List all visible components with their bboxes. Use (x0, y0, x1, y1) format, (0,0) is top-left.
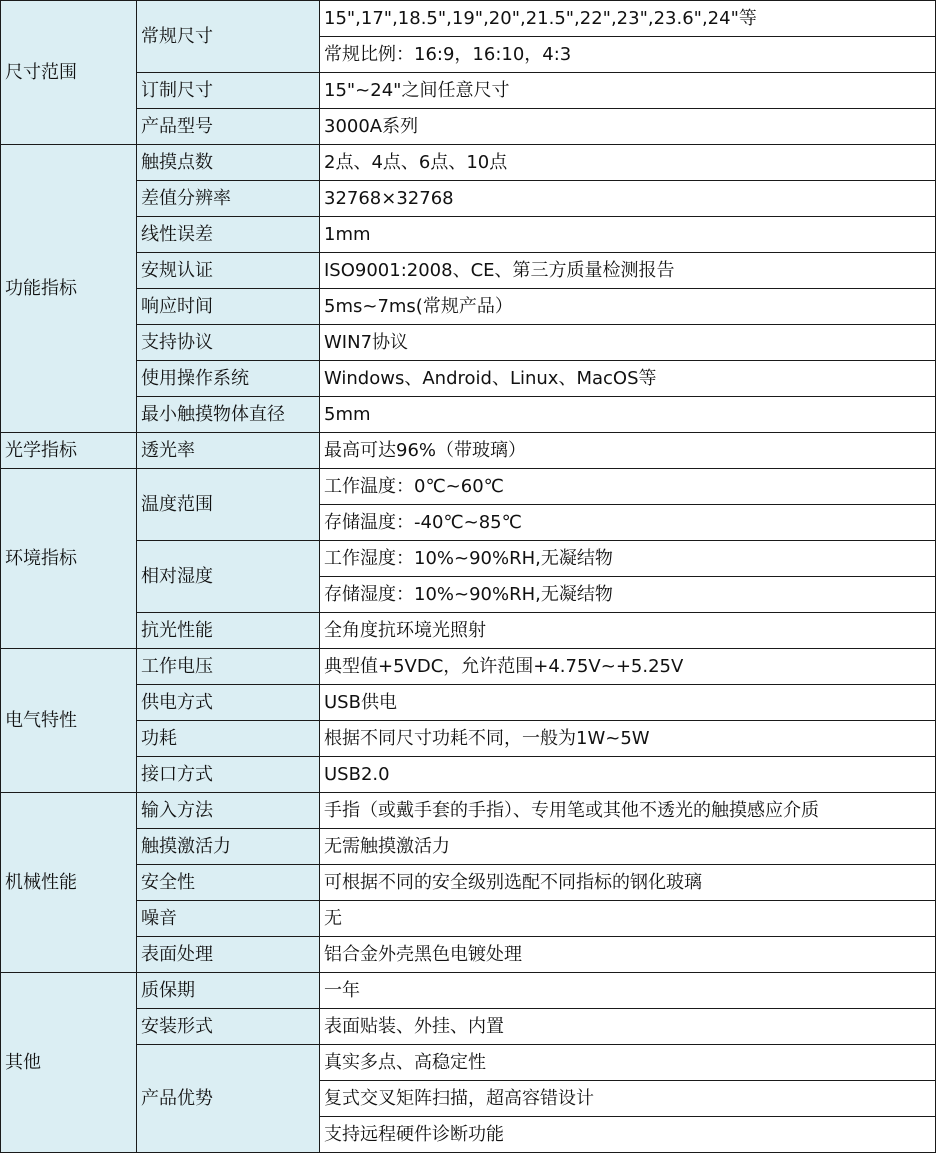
item-name-cell: 订制尺寸 (137, 73, 320, 109)
item-name-cell: 功耗 (137, 721, 320, 757)
spec-row (1, 109, 936, 145)
item-value-cell: ISO9001:2008、CE、第三方质量检测报告 (320, 253, 936, 289)
item-value-cell: Windows、Android、Linux、MacOS等 (320, 361, 936, 397)
item-name-cell: 响应时间 (137, 289, 320, 325)
spec-row (1, 397, 936, 433)
item-value-cell: 15"~24"之间任意尺寸 (320, 73, 936, 109)
item-value-cell: 全角度抗环境光照射 (320, 613, 936, 649)
spec-row (1, 325, 936, 361)
item-name-cell: 输入方法 (137, 793, 320, 829)
item-name-cell: 相对湿度 (137, 541, 320, 613)
spec-row (1, 973, 936, 1009)
item-value-cell: 典型值+5VDC，允许范围+4.75V~+5.25V (320, 649, 936, 685)
item-name-cell: 支持协议 (137, 325, 320, 361)
item-name-cell: 产品型号 (137, 109, 320, 145)
item-value-cell: 存储湿度：10%~90%RH,无凝结物 (320, 577, 936, 613)
item-name-cell: 使用操作系统 (137, 361, 320, 397)
item-name-cell: 安装形式 (137, 1009, 320, 1045)
item-value-cell: 5mm (320, 397, 936, 433)
item-value-cell: 存储温度：-40℃~85℃ (320, 505, 936, 541)
item-name-cell: 温度范围 (137, 469, 320, 541)
item-name-cell: 抗光性能 (137, 613, 320, 649)
item-name-cell: 噪音 (137, 901, 320, 937)
spec-row (1, 829, 936, 865)
item-value-cell: 常规比例：16:9，16:10，4:3 (320, 37, 936, 73)
item-value-cell: WIN7协议 (320, 325, 936, 361)
spec-row (1, 901, 936, 937)
spec-row (1, 217, 936, 253)
item-value-cell: 无 (320, 901, 936, 937)
spec-row (1, 73, 936, 109)
item-value-cell: 支持远程硬件诊断功能 (320, 1117, 936, 1153)
spec-row (1, 541, 936, 577)
item-value-cell: 工作湿度：10%~90%RH,无凝结物 (320, 541, 936, 577)
spec-row (1, 937, 936, 973)
item-value-cell: 15",17",18.5",19",20",21.5",22",23",23.6",24"等 (320, 1, 936, 37)
item-name-cell: 触摸点数 (137, 145, 320, 181)
item-name-cell: 产品优势 (137, 1045, 320, 1153)
item-name-cell: 触摸激活力 (137, 829, 320, 865)
spec-row (1, 289, 936, 325)
category-cell: 环境指标 (1, 469, 137, 649)
item-value-cell: 3000A系列 (320, 109, 936, 145)
spec-table-body (1, 1, 936, 1153)
item-value-cell: USB2.0 (320, 757, 936, 793)
item-name-cell: 供电方式 (137, 685, 320, 721)
spec-row (1, 721, 936, 757)
spec-row (1, 685, 936, 721)
spec-row (1, 253, 936, 289)
category-cell: 尺寸范围 (1, 1, 137, 145)
category-cell: 光学指标 (1, 433, 137, 469)
item-name-cell: 最小触摸物体直径 (137, 397, 320, 433)
spec-row (1, 433, 936, 469)
item-value-cell: 手指（或戴手套的手指）、专用笔或其他不透光的触摸感应介质 (320, 793, 936, 829)
category-cell: 其他 (1, 973, 137, 1153)
item-name-cell: 线性误差 (137, 217, 320, 253)
item-value-cell: 铝合金外壳黑色电镀处理 (320, 937, 936, 973)
item-name-cell: 工作电压 (137, 649, 320, 685)
spec-row (1, 613, 936, 649)
spec-row (1, 757, 936, 793)
item-value-cell: 复式交叉矩阵扫描，超高容错设计 (320, 1081, 936, 1117)
item-name-cell: 安全性 (137, 865, 320, 901)
spec-row (1, 145, 936, 181)
spec-row (1, 1, 936, 37)
item-value-cell: 根据不同尺寸功耗不同，一般为1W~5W (320, 721, 936, 757)
item-name-cell: 透光率 (137, 433, 320, 469)
item-name-cell: 差值分辨率 (137, 181, 320, 217)
spec-row (1, 865, 936, 901)
spec-row (1, 181, 936, 217)
item-value-cell: 一年 (320, 973, 936, 1009)
spec-row (1, 793, 936, 829)
item-value-cell: USB供电 (320, 685, 936, 721)
item-name-cell: 安规认证 (137, 253, 320, 289)
item-value-cell: 工作温度：0℃~60℃ (320, 469, 936, 505)
category-cell: 电气特性 (1, 649, 137, 793)
item-value-cell: 最高可达96%（带玻璃） (320, 433, 936, 469)
item-value-cell: 真实多点、高稳定性 (320, 1045, 936, 1081)
item-name-cell: 质保期 (137, 973, 320, 1009)
item-value-cell: 1mm (320, 217, 936, 253)
spec-row (1, 361, 936, 397)
category-cell: 功能指标 (1, 145, 137, 433)
item-value-cell: 无需触摸激活力 (320, 829, 936, 865)
spec-row (1, 1045, 936, 1081)
spec-row (1, 1009, 936, 1045)
spec-row (1, 649, 936, 685)
item-value-cell: 5ms~7ms(常规产品） (320, 289, 936, 325)
item-value-cell: 32768×32768 (320, 181, 936, 217)
item-name-cell: 表面处理 (137, 937, 320, 973)
item-value-cell: 可根据不同的安全级别选配不同指标的钢化玻璃 (320, 865, 936, 901)
item-value-cell: 2点、4点、6点、10点 (320, 145, 936, 181)
item-value-cell: 表面贴装、外挂、内置 (320, 1009, 936, 1045)
category-cell: 机械性能 (1, 793, 137, 973)
item-name-cell: 接口方式 (137, 757, 320, 793)
item-name-cell: 常规尺寸 (137, 1, 320, 73)
spec-row (1, 469, 936, 505)
